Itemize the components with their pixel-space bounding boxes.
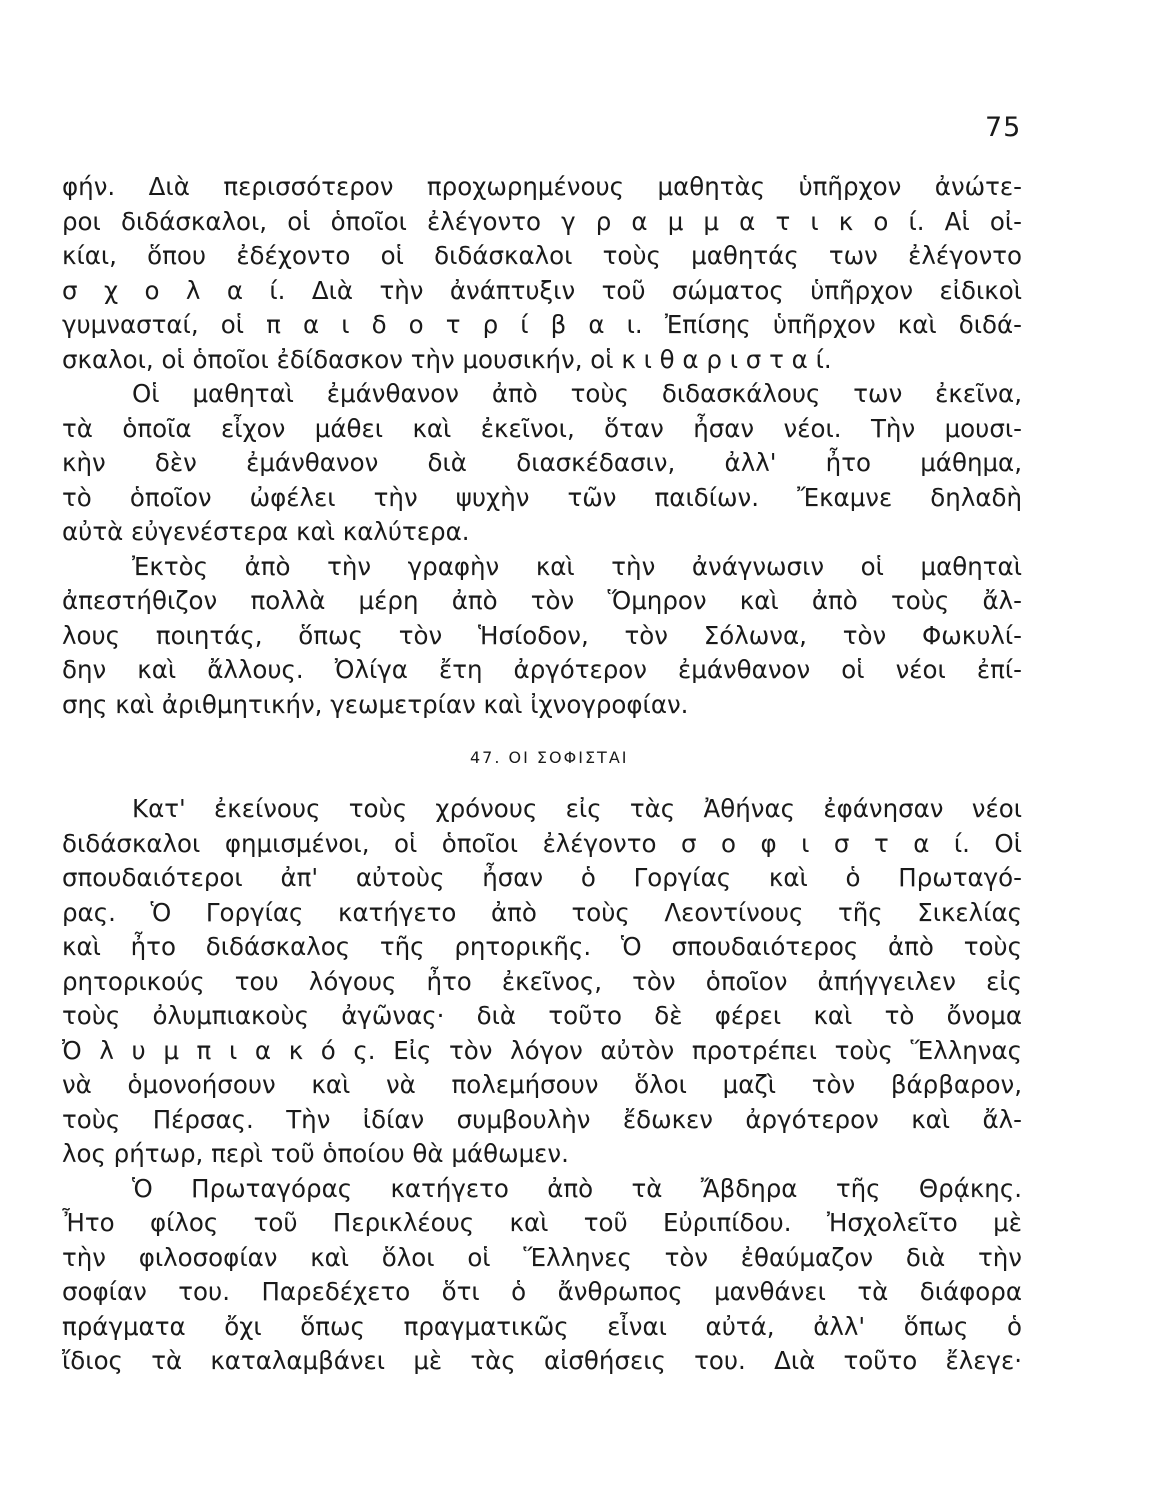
text-line: πράγματα ὄχι ὅπως πραγματικῶς εἶναι αὐτά, ἀλλ' ὅπως ὁ: [62, 1311, 1022, 1341]
text-line: λος ρήτωρ, περὶ τοῦ ὁποίου θὰ μάθωμεν.: [62, 1139, 569, 1168]
paragraph-5: [62, 1172, 1022, 1379]
section-heading-text: 47. ΟΙ ΣΟΦΙΣΤΑΙ: [470, 748, 629, 767]
text-line: ρας. Ὁ Γοργίας κατήγετο ἀπὸ τοὺς Λεοντίνους τῆς Σικελίας: [62, 897, 1022, 927]
text-line: Κατ' ἐκείνους τοὺς χρόνους εἰς τὰς Ἀθήνας ἐφάνησαν νέοι: [132, 794, 1022, 823]
text-line: νὰ ὁμονοήσουν καὶ νὰ πολεμήσουν ὅλοι μαζὶ τὸν βάρβαρον,: [62, 1070, 1022, 1099]
text-line: κὴν δὲν ἐμάνθανον διὰ διασκέδασιν, ἀλλ' ἦτο μάθημα,: [62, 448, 1022, 477]
text-line: σοφίαν του. Παρεδέχετο ὅτι ὁ ἄνθρωπος μανθάνει τὰ διάφορα: [62, 1277, 1022, 1306]
text-line: τὰ ὁποῖα εἶχον μάθει καὶ ἐκεῖνοι, ὅταν ἦσαν νέοι. Τὴν μουσι-: [62, 413, 1022, 443]
paragraph-2: [62, 377, 1022, 550]
text-line: διδάσκαλοι φημισμένοι, οἱ ὁποῖοι ἐλέγοντο σ ο φ ι σ τ α ί. Οἱ: [62, 828, 1022, 858]
text-line: σκαλοι, οἱ ὁποῖοι ἐδίδασκον τὴν μουσικήν, οἱ κ ι θ α ρ ι σ τ α ί.: [62, 344, 832, 374]
text-line: ροι διδάσκαλοι, οἱ ὁποῖοι ἐλέγοντο γ ρ α μ μ α τ ι κ ο ί. Αἱ οἰ-: [62, 206, 1022, 236]
text-line: λους ποιητάς, ὅπως τὸν Ἡσίοδον, τὸν Σόλωνα, τὸν Φωκυλί-: [62, 620, 1022, 650]
text-line: ἀπεστήθιζον πολλὰ μέρη ἀπὸ τὸν Ὅμηρον καὶ ἀπὸ τοὺς ἄλ-: [62, 586, 1022, 615]
text-block-lower: [62, 792, 1022, 1379]
text-line: τὴν φιλοσοφίαν καὶ ὅλοι οἱ Ἕλληνες τὸν ἐθαύμαζον διὰ τὴν: [62, 1242, 1022, 1272]
text-line: σπουδαιότεροι ἀπ' αὐτοὺς ἦσαν ὁ Γοργίας καὶ ὁ Πρωταγό-: [62, 863, 1022, 892]
text-line: φήν. Διὰ περισσότερον προχωρημένους μαθητὰς ὑπῆρχον ἀνώτε-: [62, 172, 1022, 201]
text-line: ἴδιος τὰ καταλαμβάνει μὲ τὰς αἰσθήσεις του. Διὰ τοῦτο ἔλεγε·: [62, 1346, 1022, 1375]
text-line: σης καὶ ἀριθμητικήν, γεωμετρίαν καὶ ἰχνογροφίαν.: [62, 689, 689, 719]
text-line: τοὺς Πέρσας. Τὴν ἰδίαν συμβουλὴν ἔδωκεν ἀργότερον καὶ ἄλ-: [62, 1104, 1022, 1134]
text-line: κίαι, ὅπου ἐδέχοντο οἱ διδάσκαλοι τοὺς μαθητάς των ἐλέγοντο: [62, 241, 1022, 270]
text-line: Ἦτο φίλος τοῦ Περικλέους καὶ τοῦ Εὐριπίδου. Ἠσχολεῖτο μὲ: [62, 1208, 1022, 1237]
text-line: αὐτὰ εὐγενέστερα καὶ καλύτερα.: [62, 517, 470, 546]
text-line: καὶ ἦτο διδάσκαλος τῆς ρητορικῆς. Ὁ σπουδαιότερος ἀπὸ τοὺς: [62, 932, 1022, 961]
text-line: γυμνασταί, οἱ π α ι δ ο τ ρ ί β α ι. Ἐπίσης ὑπῆρχον καὶ διδά-: [62, 310, 1022, 339]
paragraph-1: [62, 170, 1022, 377]
page-number: 75: [985, 112, 1022, 143]
text-line: Ὁ Πρωταγόρας κατήγετο ἀπὸ τὰ Ἄβδηρα τῆς Θρᾴκης.: [132, 1173, 1022, 1203]
text-block-upper: [62, 170, 1022, 722]
text-line: τοὺς ὀλυμπιακοὺς ἀγῶνας· διὰ τοῦτο δὲ φέρει καὶ τὸ ὄνομα: [62, 1001, 1022, 1030]
text-line: ρητορικούς του λόγους ἦτο ἐκεῖνος, τὸν ὁποῖον ἀπήγγειλεν εἰς: [62, 966, 1022, 996]
text-line: δην καὶ ἄλλους. Ὀλίγα ἔτη ἀργότερον ἐμάνθανον οἱ νέοι ἐπί-: [62, 655, 1022, 684]
paragraph-4: [62, 792, 1022, 1172]
text-line: σ χ ο λ α ί. Διὰ τὴν ἀνάπτυξιν τοῦ σώματος ὑπῆρχον εἰδικοὶ: [62, 275, 1022, 305]
paragraph-3: [62, 550, 1022, 723]
text-line: Ὀ λ υ μ π ι α κ ό ς. Εἰς τὸν λόγον αὐτὸν προτρέπει τοὺς Ἕλληνας: [62, 1035, 1022, 1065]
text-line: τὸ ὁποῖον ὠφέλει τὴν ψυχὴν τῶν παιδίων. Ἔκαμνε δηλαδὴ: [62, 482, 1022, 512]
text-line: Ἐκτὸς ἀπὸ τὴν γραφὴν καὶ τὴν ἀνάγνωσιν οἱ μαθηταὶ: [132, 551, 1022, 581]
text-line: Οἱ μαθηταὶ ἐμάνθανον ἀπὸ τοὺς διδασκάλους των ἐκεῖνα,: [132, 379, 1022, 408]
